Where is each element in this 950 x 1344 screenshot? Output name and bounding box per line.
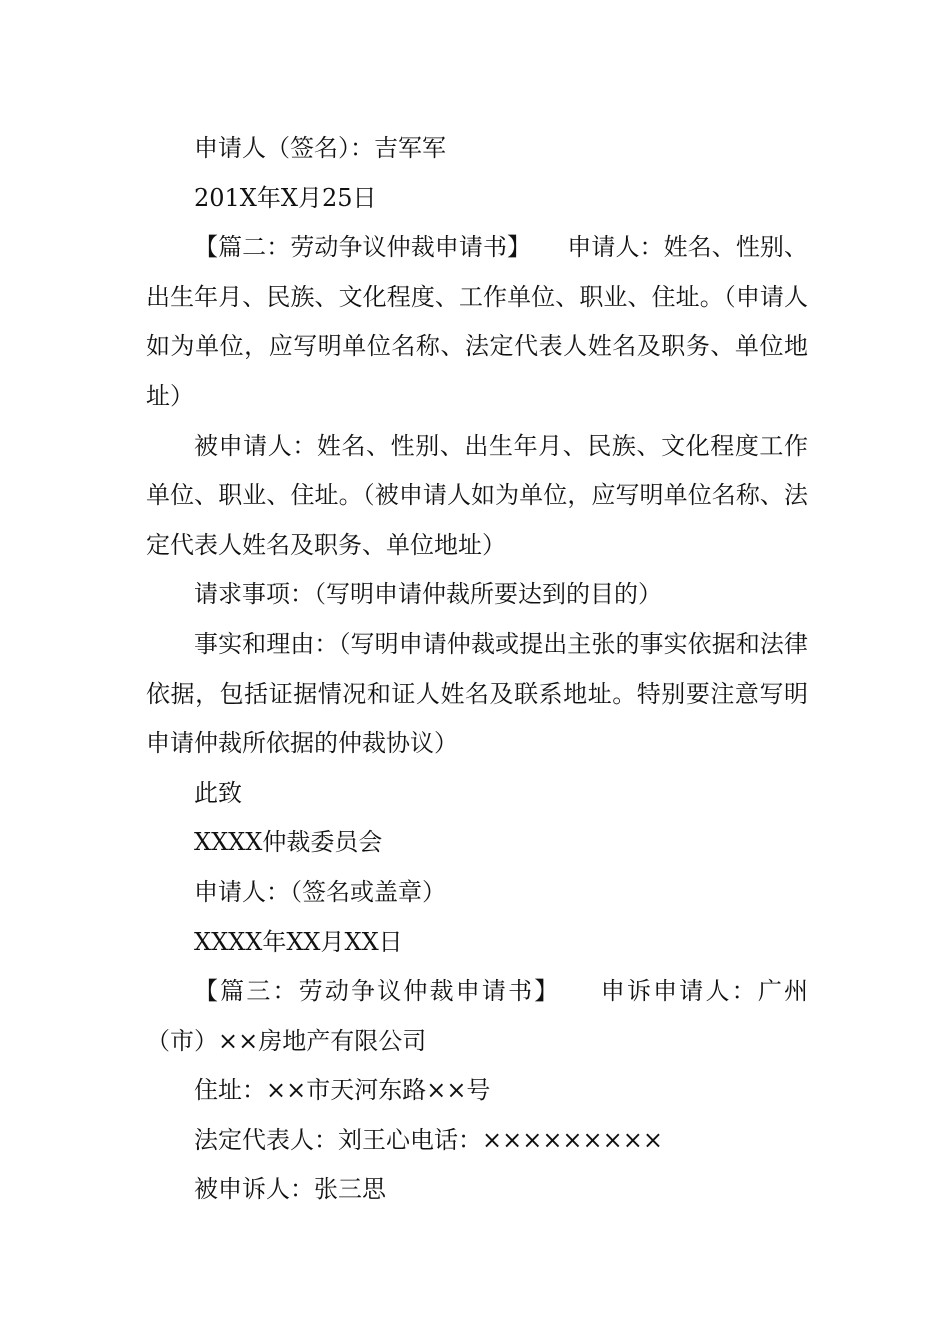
date-line: 201X年X月25日 <box>194 183 377 212</box>
addressee-line: XXXX仲裁委员会 <box>194 828 383 857</box>
facts-and-reasons-paragraph: 事实和理由：（写明申请仲裁或提出主张的事实依据和法律依据，包括证据情况和证人姓名及联系地址。特别要注意写明申请仲裁所依据的仲裁协议） <box>146 629 808 758</box>
applicant-signature-line: 申请人（签名）：吉军军 <box>194 134 446 162</box>
placeholder-date-line: XXXX年XX月XX日 <box>194 927 403 956</box>
respondent-paragraph: 被申请人：姓名、性别、出生年月、民族、文化程度工作单位、职业、住址。（被申请人如为单位，应写明单位名称、法定代表人姓名及职务、单位地址） <box>146 431 808 559</box>
claims-paragraph: 请求事项：（写明申请仲裁所要达到的目的） <box>194 580 662 609</box>
document-body <box>146 124 808 1215</box>
address-line: 住址：××市天河东路××号 <box>194 1076 491 1105</box>
section-three-applicant-paragraph: 【篇三：劳动争议仲裁申请书】 申诉申请人：广州（市）××房地产有限公司 <box>146 977 808 1055</box>
applicant-seal-line: 申请人：（签名或盖章） <box>194 877 446 906</box>
respondent-name-line: 被申诉人：张三思 <box>194 1175 386 1204</box>
section-two-applicant-paragraph: 【篇二：劳动争议仲裁申请书】 申请人：姓名、性别、出生年月、民族、文化程度、工作单位、职业、住址。（申请人如为单位，应写明单位名称、法定代表人姓名及职务、单位地址） <box>146 233 808 410</box>
salutation-line: 此致 <box>194 778 242 807</box>
legal-representative-line: 法定代表人：刘王心电话：××××××××× <box>194 1125 663 1154</box>
